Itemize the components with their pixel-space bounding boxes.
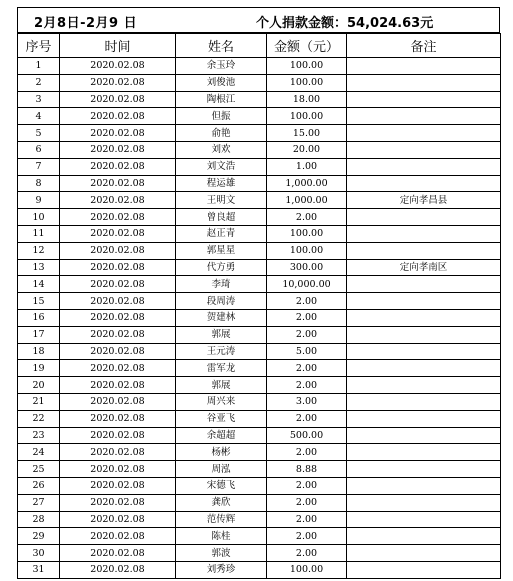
row-index: 11 <box>18 225 60 242</box>
table-row <box>18 393 501 410</box>
table-row <box>18 561 501 578</box>
row-note <box>347 511 501 528</box>
row-name: 段周涛 <box>176 293 267 310</box>
row-time: 2020.02.08 <box>60 477 176 494</box>
row-time: 2020.02.08 <box>60 58 176 75</box>
row-time: 2020.02.08 <box>60 494 176 511</box>
row-name: 俞艳 <box>176 125 267 142</box>
row-name: 曾良超 <box>176 209 267 226</box>
table-row <box>18 158 501 175</box>
row-amount: 20.00 <box>267 141 347 158</box>
row-index: 2 <box>18 74 60 91</box>
row-time: 2020.02.08 <box>60 242 176 259</box>
table-row <box>18 494 501 511</box>
row-index: 30 <box>18 545 60 562</box>
row-note: 定向孝昌县 <box>347 192 501 209</box>
table-row <box>18 444 501 461</box>
row-amount: 100.00 <box>267 242 347 259</box>
table-row <box>18 528 501 545</box>
row-amount: 2.00 <box>267 410 347 427</box>
total-summary <box>256 12 433 31</box>
row-name: 刘文浩 <box>176 158 267 175</box>
row-time: 2020.02.08 <box>60 427 176 444</box>
row-amount: 1,000.00 <box>267 175 347 192</box>
row-index: 18 <box>18 343 60 360</box>
row-note <box>347 393 501 410</box>
row-time: 2020.02.08 <box>60 293 176 310</box>
row-time: 2020.02.08 <box>60 158 176 175</box>
row-name: 周泓 <box>176 461 267 478</box>
table-row <box>18 192 501 209</box>
row-name: 陈桂 <box>176 528 267 545</box>
row-index: 20 <box>18 377 60 394</box>
total-label: 个人捐款金额： <box>256 16 348 31</box>
row-index: 26 <box>18 477 60 494</box>
row-index: 24 <box>18 444 60 461</box>
row-name: 杨彬 <box>176 444 267 461</box>
table-row <box>18 410 501 427</box>
row-note <box>347 444 501 461</box>
table-row <box>18 141 501 158</box>
row-amount: 2.00 <box>267 477 347 494</box>
row-name: 赵正青 <box>176 225 267 242</box>
row-note <box>347 360 501 377</box>
row-amount: 2.00 <box>267 326 347 343</box>
row-note <box>347 125 501 142</box>
header-index: 序号 <box>18 34 60 58</box>
row-amount: 2.00 <box>267 545 347 562</box>
row-amount: 500.00 <box>267 427 347 444</box>
header-name: 姓名 <box>176 34 267 58</box>
row-name: 代方勇 <box>176 259 267 276</box>
row-note <box>347 141 501 158</box>
row-time: 2020.02.08 <box>60 377 176 394</box>
row-amount: 2.00 <box>267 360 347 377</box>
row-note <box>347 158 501 175</box>
row-note <box>347 293 501 310</box>
table-row <box>18 326 501 343</box>
row-index: 4 <box>18 108 60 125</box>
row-time: 2020.02.08 <box>60 545 176 562</box>
row-note <box>347 74 501 91</box>
row-name: 刘俊池 <box>176 74 267 91</box>
row-time: 2020.02.08 <box>60 209 176 226</box>
row-time: 2020.02.08 <box>60 511 176 528</box>
row-note <box>347 461 501 478</box>
donation-table <box>17 33 501 579</box>
row-amount: 15.00 <box>267 125 347 142</box>
table-row <box>18 461 501 478</box>
row-note <box>347 58 501 75</box>
row-amount: 2.00 <box>267 511 347 528</box>
row-amount: 2.00 <box>267 309 347 326</box>
table-row <box>18 309 501 326</box>
table-row <box>18 209 501 226</box>
row-note <box>347 561 501 578</box>
row-index: 6 <box>18 141 60 158</box>
table-row <box>18 108 501 125</box>
table-row <box>18 242 501 259</box>
row-name: 刘欢 <box>176 141 267 158</box>
table-row <box>18 276 501 293</box>
row-note <box>347 276 501 293</box>
total-value: 54,024.63元 <box>347 16 434 31</box>
row-note: 定向孝南区 <box>347 259 501 276</box>
table-row <box>18 343 501 360</box>
table-row <box>18 125 501 142</box>
row-name: 郭波 <box>176 545 267 562</box>
header-note: 备注 <box>347 34 501 58</box>
row-time: 2020.02.08 <box>60 125 176 142</box>
donation-sheet <box>17 7 500 579</box>
row-name: 龚欣 <box>176 494 267 511</box>
table-row <box>18 74 501 91</box>
row-name: 程运雄 <box>176 175 267 192</box>
row-time: 2020.02.08 <box>60 444 176 461</box>
row-index: 3 <box>18 91 60 108</box>
row-index: 25 <box>18 461 60 478</box>
row-name: 郭星星 <box>176 242 267 259</box>
row-note <box>347 225 501 242</box>
table-row <box>18 91 501 108</box>
row-note <box>347 108 501 125</box>
row-time: 2020.02.08 <box>60 360 176 377</box>
title-row <box>17 7 500 33</box>
row-note <box>347 427 501 444</box>
row-amount: 2.00 <box>267 528 347 545</box>
row-note <box>347 545 501 562</box>
row-amount: 2.00 <box>267 293 347 310</box>
table-row <box>18 293 501 310</box>
row-index: 5 <box>18 125 60 142</box>
table-body <box>18 58 501 579</box>
row-index: 13 <box>18 259 60 276</box>
row-amount: 8.88 <box>267 461 347 478</box>
table-row <box>18 259 501 276</box>
row-name: 谷亚飞 <box>176 410 267 427</box>
row-name: 郭展 <box>176 377 267 394</box>
table-row <box>18 175 501 192</box>
row-note <box>347 377 501 394</box>
row-name: 郭展 <box>176 326 267 343</box>
row-time: 2020.02.08 <box>60 175 176 192</box>
row-note <box>347 175 501 192</box>
header-amount: 金额（元） <box>267 34 347 58</box>
row-index: 1 <box>18 58 60 75</box>
row-index: 29 <box>18 528 60 545</box>
row-index: 22 <box>18 410 60 427</box>
row-time: 2020.02.08 <box>60 192 176 209</box>
row-index: 15 <box>18 293 60 310</box>
row-amount: 100.00 <box>267 108 347 125</box>
row-time: 2020.02.08 <box>60 561 176 578</box>
row-amount: 18.00 <box>267 91 347 108</box>
table-row <box>18 427 501 444</box>
row-note <box>347 209 501 226</box>
row-time: 2020.02.08 <box>60 91 176 108</box>
row-amount: 300.00 <box>267 259 347 276</box>
row-note <box>347 410 501 427</box>
row-time: 2020.02.08 <box>60 309 176 326</box>
table-row <box>18 545 501 562</box>
row-index: 19 <box>18 360 60 377</box>
row-time: 2020.02.08 <box>60 410 176 427</box>
row-amount: 100.00 <box>267 58 347 75</box>
row-index: 7 <box>18 158 60 175</box>
row-time: 2020.02.08 <box>60 225 176 242</box>
row-amount: 2.00 <box>267 494 347 511</box>
header-row <box>18 34 501 58</box>
row-name: 刘秀珍 <box>176 561 267 578</box>
row-index: 10 <box>18 209 60 226</box>
row-index: 16 <box>18 309 60 326</box>
row-time: 2020.02.08 <box>60 343 176 360</box>
row-name: 宋德飞 <box>176 477 267 494</box>
row-note <box>347 309 501 326</box>
row-index: 14 <box>18 276 60 293</box>
row-time: 2020.02.08 <box>60 141 176 158</box>
row-note <box>347 326 501 343</box>
row-amount: 2.00 <box>267 377 347 394</box>
row-index: 28 <box>18 511 60 528</box>
row-index: 23 <box>18 427 60 444</box>
table-row <box>18 477 501 494</box>
row-time: 2020.02.08 <box>60 528 176 545</box>
row-note <box>347 477 501 494</box>
row-index: 17 <box>18 326 60 343</box>
row-name: 余超超 <box>176 427 267 444</box>
row-index: 27 <box>18 494 60 511</box>
table-row <box>18 511 501 528</box>
row-index: 9 <box>18 192 60 209</box>
row-note <box>347 343 501 360</box>
row-time: 2020.02.08 <box>60 108 176 125</box>
row-index: 31 <box>18 561 60 578</box>
date-range: 2月8日-2月9 日 <box>34 16 138 31</box>
row-amount: 5.00 <box>267 343 347 360</box>
row-note <box>347 242 501 259</box>
row-time: 2020.02.08 <box>60 393 176 410</box>
table-row <box>18 360 501 377</box>
row-index: 21 <box>18 393 60 410</box>
row-name: 王元涛 <box>176 343 267 360</box>
row-note <box>347 528 501 545</box>
row-index: 12 <box>18 242 60 259</box>
row-time: 2020.02.08 <box>60 259 176 276</box>
table-row <box>18 377 501 394</box>
row-name: 余玉玲 <box>176 58 267 75</box>
row-amount: 3.00 <box>267 393 347 410</box>
row-name: 范传辉 <box>176 511 267 528</box>
row-time: 2020.02.08 <box>60 326 176 343</box>
row-name: 周兴来 <box>176 393 267 410</box>
row-amount: 100.00 <box>267 561 347 578</box>
row-amount: 100.00 <box>267 225 347 242</box>
row-amount: 1,000.00 <box>267 192 347 209</box>
row-note <box>347 91 501 108</box>
row-time: 2020.02.08 <box>60 74 176 91</box>
row-name: 陶根江 <box>176 91 267 108</box>
row-name: 贺建林 <box>176 309 267 326</box>
row-time: 2020.02.08 <box>60 276 176 293</box>
row-amount: 1.00 <box>267 158 347 175</box>
row-amount: 10,000.00 <box>267 276 347 293</box>
table-row <box>18 58 501 75</box>
row-amount: 100.00 <box>267 74 347 91</box>
row-name: 王明文 <box>176 192 267 209</box>
row-index: 8 <box>18 175 60 192</box>
table-row <box>18 225 501 242</box>
row-name: 雷军龙 <box>176 360 267 377</box>
row-time: 2020.02.08 <box>60 461 176 478</box>
row-amount: 2.00 <box>267 444 347 461</box>
row-name: 但振 <box>176 108 267 125</box>
header-time: 时间 <box>60 34 176 58</box>
row-name: 李琦 <box>176 276 267 293</box>
row-amount: 2.00 <box>267 209 347 226</box>
row-note <box>347 494 501 511</box>
